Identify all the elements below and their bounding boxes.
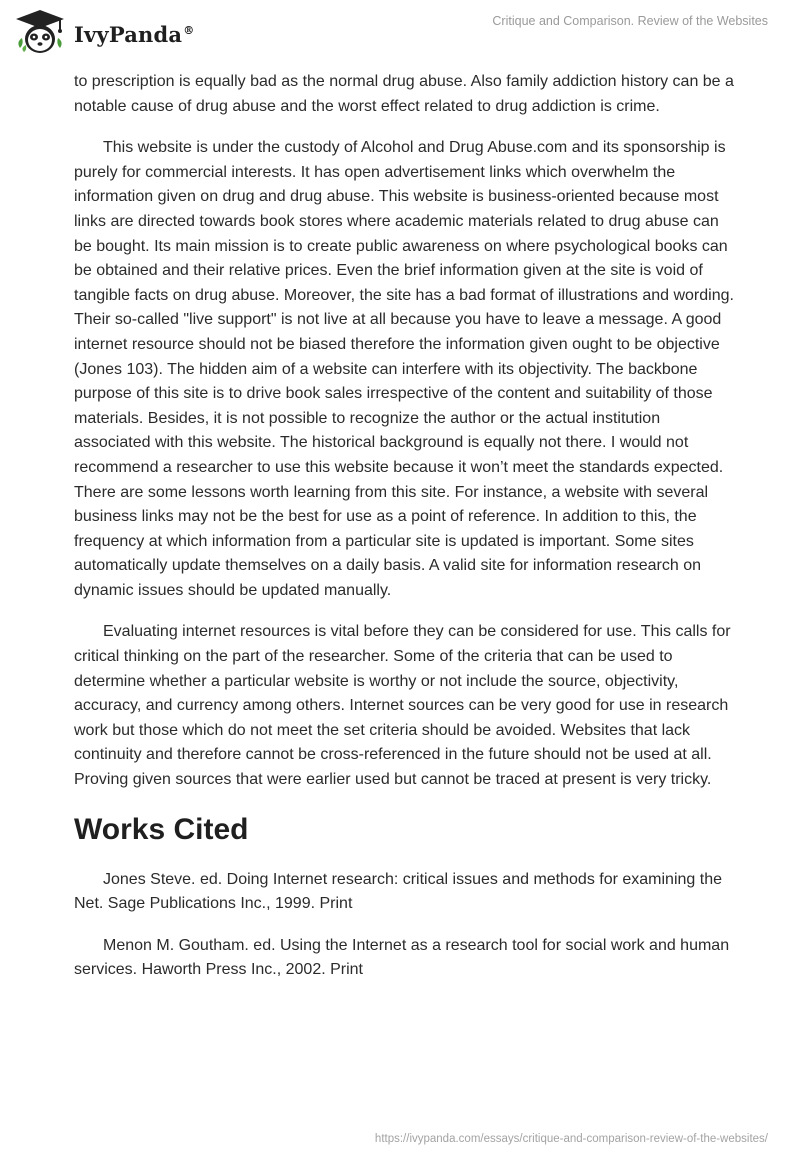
essay-content xyxy=(74,70,734,1000)
citation-entry: Jones Steve. ed. Doing Internet research: critical issues and methods for examining the Net. Sage Publications Inc., 1999. Print xyxy=(74,870,722,913)
page-header xyxy=(0,0,800,68)
document-title: Critique and Comparison. Review of the Websites xyxy=(492,14,768,28)
paragraph-evaluation: Evaluating internet resources is vital before they can be considered for use. This calls for critical thinking on the part of the researcher. Some of the criteria that can be used to determine whether a particular website is worthy or not include the source, objectivity, accuracy, and currency among others. Internet sources can be very good for use in research work but those which do not meet the set criteria should be avoided. Websites that lack continuity and therefore cannot be cross-referenced in the future should not be used at all. Proving given sources that were earlier used but cannot be traced at present is very tricky. xyxy=(74,623,731,789)
citation-entry: Menon M. Goutham. ed. Using the Internet as a research tool for social work and human services. Haworth Press Inc., 2002. Print xyxy=(74,936,730,979)
brand-name: IvyPanda® xyxy=(74,21,195,47)
panda-graduate-icon xyxy=(14,8,66,56)
source-url[interactable]: https://ivypanda.com/essays/critique-and-comparison-review-of-the-websites/ xyxy=(374,1133,768,1145)
brand-logo[interactable] xyxy=(14,8,194,56)
works-cited-heading: Works Cited xyxy=(74,812,249,846)
paragraph-website-critique: This website is under the custody of Alcohol and Drug Abuse.com and its sponsorship is purely for commercial interests. It has open advertisement links which overwhelm the information given on drug and drug abuse. This website is business-oriented because most links are directed towards book stores where academic materials related to drug abuse can be bought. Its main mission is to create public awareness on where psychological books can be obtained and their relative prices. Even the brief information given at the site is void of tangible facts on drug abuse. Moreover, the site has a bad format of illustrations and wording. Their so-called "live support" is not live at all because you have to leave a message. A good internet resource should not be biased therefore the information given ought to be objective (Jones 103). The hidden aim of a website can interfere with its objectivity. The backbone purpose of this site is to drive book sales irrespective of the content and suitability of those materials. Besides, it is not possible to recognize the author or the actual institution associated with this website. The historical background is equally not there. I would not recommend a researcher to use this website because it won’t meet the standards expected. There are some lessons worth learning from this site. For instance, a website with several business links may not be the best for use as a point of reference. In addition to this, the frequency at which information from a particular site is updated is important. Some sites automatically update themselves on a daily basis. A valid site for information research on dynamic issues should be updated manually. xyxy=(74,139,734,599)
paragraph-continuation: to prescription is equally bad as the normal drug abuse. Also family addiction history can be a notable cause of drug abuse and the worst effect related to drug addiction is crime. xyxy=(74,73,734,115)
